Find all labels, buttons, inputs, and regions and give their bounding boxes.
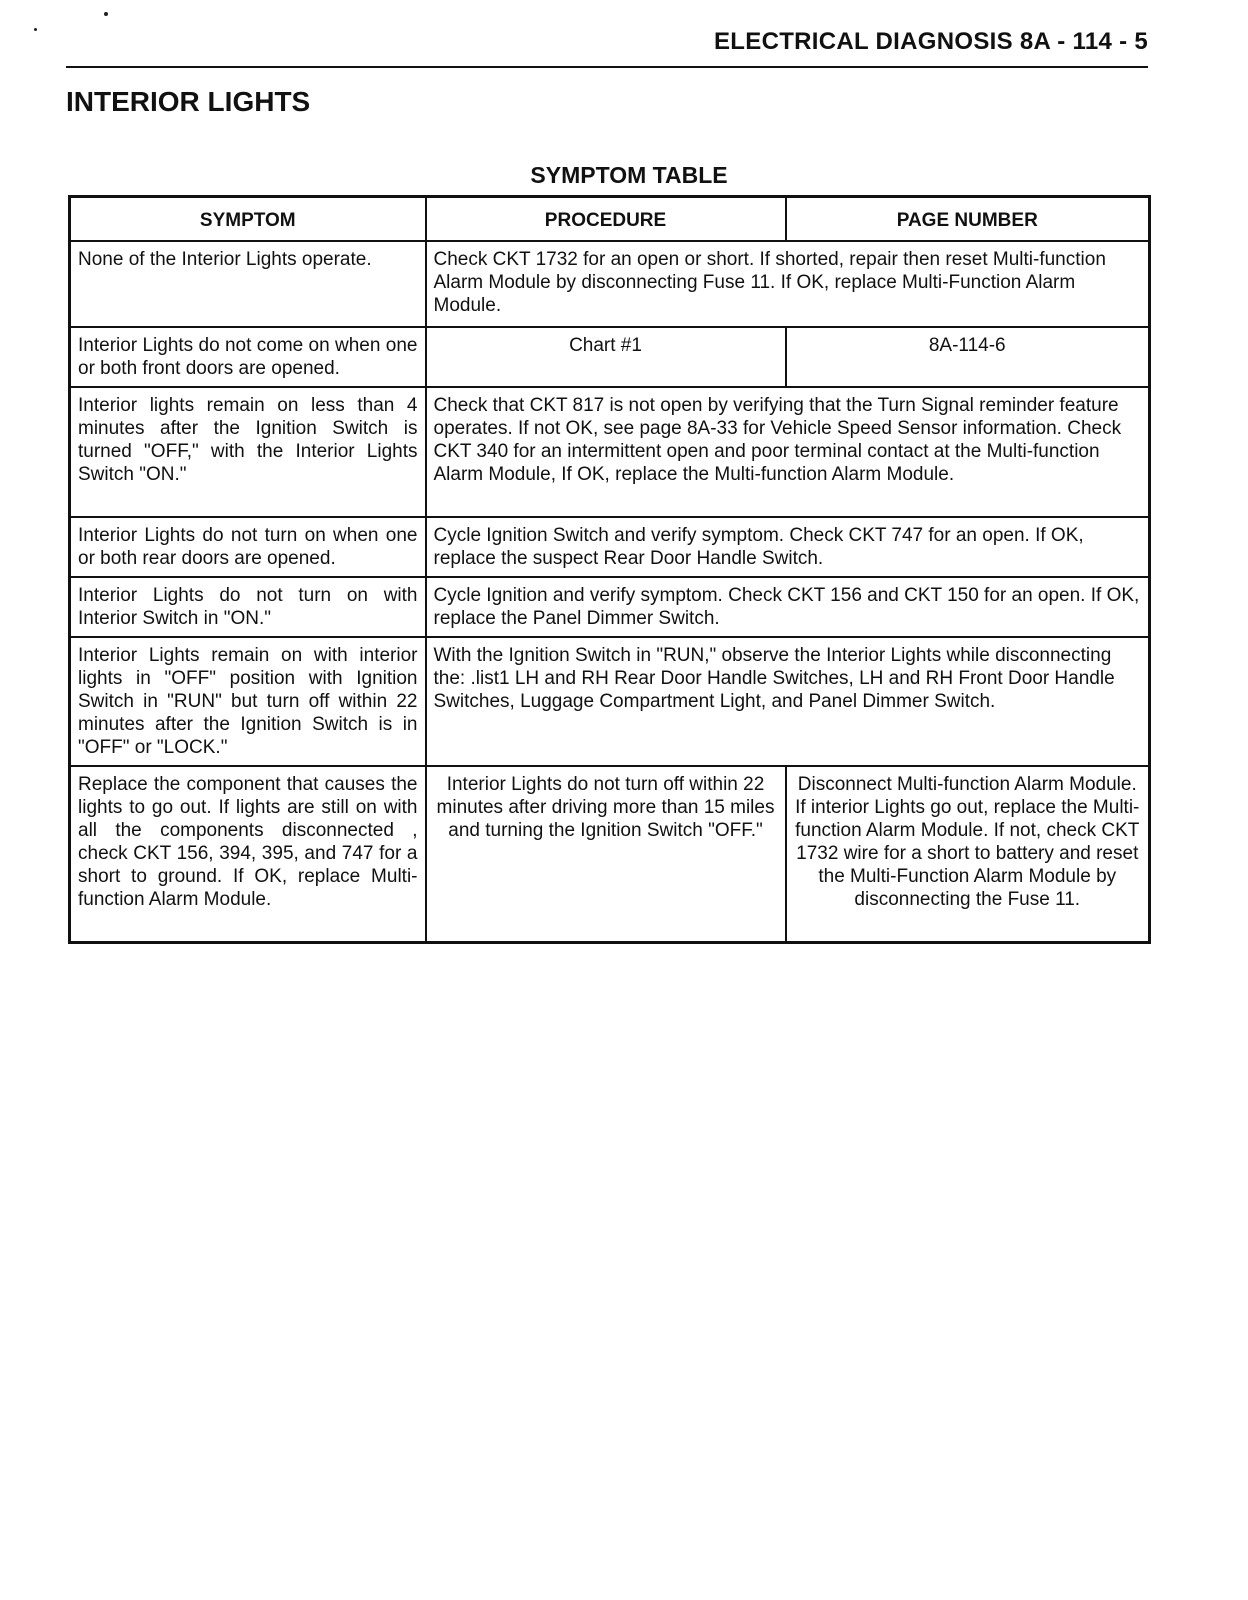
table-row — [70, 387, 1150, 517]
section-title: INTERIOR LIGHTS — [66, 86, 311, 117]
procedure-cell: Interior Lights do not turn off within 22 minutes after driving more than 15 miles and turning the Ignition Switch "OFF." — [426, 766, 786, 942]
symptom-cell: None of the Interior Lights operate. — [70, 241, 426, 327]
symptom-cell: Interior Lights do not come on when one or both front doors are opened. — [70, 327, 426, 387]
procedure-cell: Cycle Ignition and verify symptom. Check CKT 156 and CKT 150 for an open. If OK, replace the Panel Dimmer Switch. — [426, 577, 1150, 637]
symptom-table — [68, 195, 1151, 944]
table-row — [70, 637, 1150, 766]
header-rule — [66, 66, 1148, 68]
scan-speck — [34, 28, 37, 31]
scan-speck — [104, 12, 108, 16]
symptom-cell: Interior Lights remain on with interior lights in "OFF" position with Ignition Switch in "RUN" but turn off within 22 minutes after the Ignition Switch is in "OFF" or "LOCK." — [70, 637, 426, 766]
procedure-cell: With the Ignition Switch in "RUN," observe the Interior Lights while disconnecting the: .list1 LH and RH Rear Door Handle Switches, LH and RH Front Door Handle Switches, Luggage Compartment Light, and Panel Dimmer Switch. — [426, 637, 1150, 766]
column-header-procedure: PROCEDURE — [426, 197, 786, 242]
symptom-cell: Interior lights remain on less than 4 minutes after the Ignition Switch is turned "OFF," with the Interior Lights Switch "ON." — [70, 387, 426, 517]
symptom-cell: Interior Lights do not turn on when one or both rear doors are opened. — [70, 517, 426, 577]
procedure-cell: Cycle Ignition Switch and verify symptom. Check CKT 747 for an open. If OK, replace the suspect Rear Door Handle Switch. — [426, 517, 1150, 577]
symptom-cell: Interior Lights do not turn on with Interior Switch in "ON." — [70, 577, 426, 637]
running-header: ELECTRICAL DIAGNOSIS 8A - 114 - 5 — [714, 28, 1148, 55]
table-row — [70, 327, 1150, 387]
procedure-cell: Chart #1 — [426, 327, 786, 387]
table-row — [70, 241, 1150, 327]
procedure-cell: Check CKT 1732 for an open or short. If shorted, repair then reset Multi-function Alarm Module by disconnecting Fuse 11. If OK, replace Multi-Function Alarm Module. — [426, 241, 1150, 327]
symptom-cell: Replace the component that causes the lights to go out. If lights are still on with all the components disconnected , check CKT 156, 394, 395, and 747 for a short to ground. If OK, replace Multi-function Alarm Module. — [70, 766, 426, 942]
table-row — [70, 766, 1150, 942]
table-row — [70, 517, 1150, 577]
table-row — [70, 577, 1150, 637]
page-number-cell: Disconnect Multi-function Alarm Module. If interior Lights go out, replace the Multi-function Alarm Module. If not, check CKT 1732 wire for a short to battery and reset the Multi-Function Alarm Module by disconnecting the Fuse 11. — [786, 766, 1150, 942]
column-header-page-number: PAGE NUMBER — [786, 197, 1150, 242]
table-header-row — [70, 197, 1150, 242]
column-header-symptom: SYMPTOM — [70, 197, 426, 242]
procedure-cell: Check that CKT 817 is not open by verifying that the Turn Signal reminder feature operates. If not OK, see page 8A-33 for Vehicle Speed Sensor information. Check CKT 340 for an intermittent open and poor terminal contact at the Multi-function Alarm Module, If OK, replace the Multi-function Alarm Module. — [426, 387, 1150, 517]
page-number-cell: 8A-114-6 — [786, 327, 1150, 387]
table-title: SYMPTOM TABLE — [530, 162, 728, 188]
